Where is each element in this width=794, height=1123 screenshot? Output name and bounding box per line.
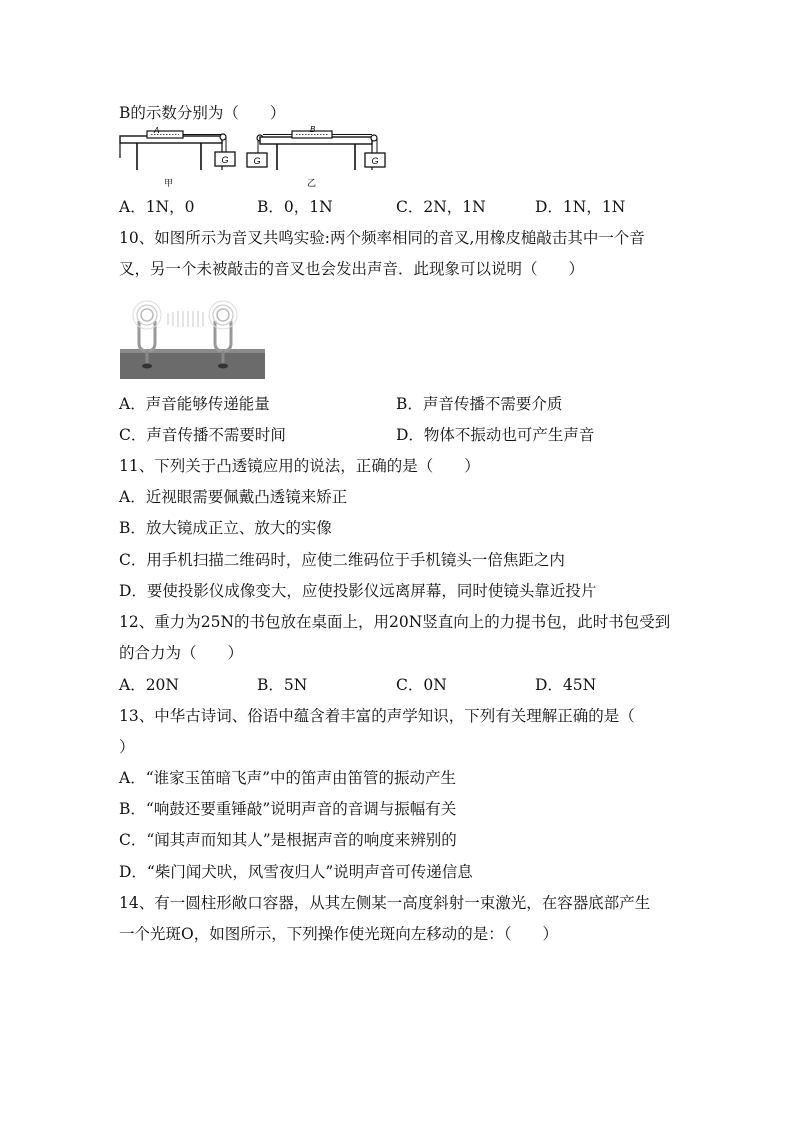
q12-option-a: A．20N [119, 676, 179, 694]
svg-text:G: G [371, 156, 379, 166]
figure-jia [120, 126, 235, 189]
q9-option-a: A．1N，0 [119, 198, 195, 216]
q9-option-d: D．1N，1N [535, 198, 626, 216]
label-jia: 甲 [164, 179, 174, 189]
q11-option-a: A．近视眼需要佩戴凸透镜来矫正 [119, 488, 348, 506]
q10-stem-line1: 10、如图所示为音叉共鸣实验:两个频率相同的音叉,用橡皮槌敲击其中一个音 [119, 229, 645, 247]
q11-option-b: B．放大镜成正立、放大的实像 [119, 519, 332, 537]
label-yi: 乙 [307, 179, 317, 189]
q13-stem-line2: ） [119, 738, 135, 756]
svg-text:B: B [310, 126, 316, 134]
q11-option-c: C．用手机扫描二维码时，应使二维码位于手机镜头一倍焦距之内 [119, 551, 565, 569]
q13-option-c: C．“闻其声而知其人”是根据声音的响度来辨别的 [119, 831, 457, 849]
q10-option-d: D．物体不振动也可产生声音 [396, 426, 595, 444]
q13-option-d: D．“柴门闻犬吠，风雪夜归人”说明声音可传递信息 [119, 863, 473, 881]
q9-stem-tail: B的示数分别为（ ） [119, 104, 286, 122]
q13-stem-line1: 13、中华古诗词、俗语中蕴含着丰富的声学知识，下列有关理解正确的是（ [119, 707, 635, 725]
q12-option-c: C．0N [396, 676, 447, 694]
q12-option-b: B．5N [257, 676, 308, 694]
q11-stem: 11、下列关于凸透镜应用的说法，正确的是（ ） [119, 457, 480, 475]
q9-option-b: B．0，1N [257, 198, 333, 216]
q13-option-b: B．“响鼓还要重锤敲”说明声音的音调与振幅有关 [119, 800, 457, 818]
tuning-fork-photo [120, 293, 265, 379]
spring-scale-figure [117, 126, 387, 192]
q11-option-d: D．要使投影仪成像变大，应使投影仪远离屏幕，同时使镜头靠近投片 [119, 582, 597, 600]
q12-option-d: D．45N [535, 676, 597, 694]
q12-stem-line1: 12、重力为25N的书包放在桌面上，用20N竖直向上的力提书包，此时书包受到 [119, 613, 671, 631]
q9-option-c: C．2N，1N [396, 198, 486, 216]
pulley [220, 134, 226, 140]
q10-stem-line2: 叉，另一个未被敲击的音叉也会发出声音．此现象可以说明（ ） [119, 260, 585, 278]
svg-text:G: G [253, 156, 261, 166]
q10-option-a: A．声音能够传递能量 [119, 395, 270, 413]
q10-option-b: B．声音传播不需要介质 [396, 395, 563, 413]
svg-text:G: G [221, 155, 229, 165]
q13-option-a: A．“谁家玉笛暗飞声”中的笛声由笛管的振动产生 [119, 769, 457, 787]
q12-stem-line2: 的合力为（ ） [119, 644, 244, 662]
figure-yi [247, 126, 385, 189]
q10-option-c: C．声音传播不需要时间 [119, 426, 286, 444]
q14-stem-line2: 一个光斑O，如图所示，下列操作使光斑向左移动的是：（ ） [119, 925, 558, 943]
q14-stem-line1: 14、有一圆柱形敞口容器，从其左侧某一高度斜射一束激光，在容器底部产生 [119, 894, 651, 912]
svg-text:A: A [154, 126, 160, 135]
